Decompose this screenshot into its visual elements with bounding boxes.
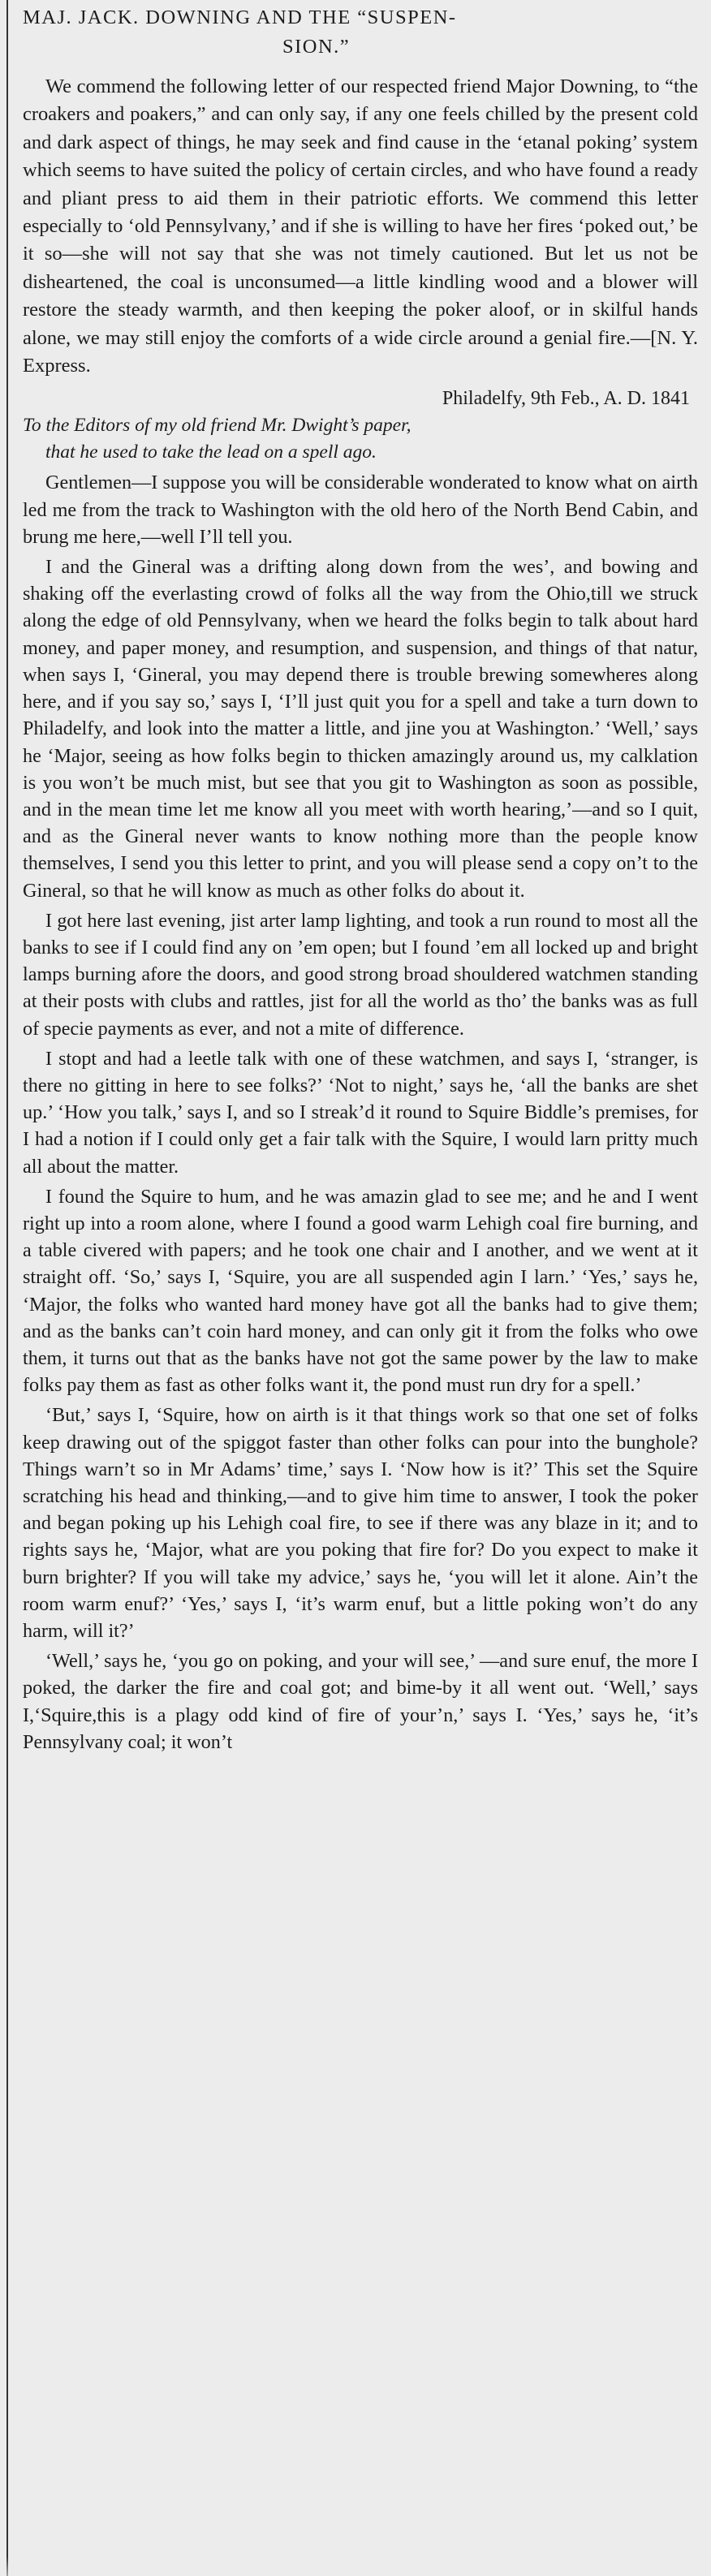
letter-paragraph-7: ‘Well,’ says he, ‘you go on poking, and your will see,’ —and sure enuf, the more I poked, the darker the fire and coal got; and bime-by it all went out. ‘Well,’ says I,‘Squire,this is a plagy odd kind of fire of your’n,’ says I. ‘Yes,’ says he, ‘it’s Pennsylvany coal; it won’t: [23, 1650, 698, 1753]
column-rule: [6, 0, 8, 2576]
headline: [23, 3, 698, 62]
salutation: [23, 412, 698, 466]
intro-paragraph: We commend the following letter of our respected friend Major Downing, to “the croakers and poakers,” and can only say, if any one feels chilled by the present cold and dark aspect of things, he may seek and find cause in the ‘etanal poking’ system which seems to have suited the policy of certain circles, and who have found a ready and pliant press to aid them in their patriotic efforts. We commend this letter especially to ‘old Pennsylvany,’ and if she is willing to have her fires ‘poked out,’ be it so—she will not say that she was not timely cautioned. But let us not be disheartened, the coal is unconsumed—a little kindling wood and a blower will restore the steady warmth, and then keeping the poker aloof, or in skilful hands alone, we may still enjoy the comforts of a wide circle around a genial fire.—[N. Y. Express.: [23, 75, 698, 377]
letter-paragraph-1: Gentlemen—I suppose you will be considerable wonderated to know what on airth led me from the track to Washington with the old hero of the North Bend Cabin, and brung me here,—well I’ll tell you.: [23, 472, 698, 548]
salutation-line-2: that he used to take the lead on a spell ago.: [45, 442, 377, 463]
article: [23, 3, 698, 1755]
letter-paragraph-3: I got here last evening, jist arter lamp lighting, and took a run round to most all the banks to see if I could find any on ’em open; but I found ’em all locked up and bright lamps burning afore the doors, and good strong broad shouldered watchmen standing at their posts with clubs and rattles, jist for all the world as tho’ the banks was as full of specie payments as ever, and not a mite of difference.: [23, 909, 698, 1040]
letter-paragraph-5: I found the Squire to hum, and he was amazin glad to see me; and he and I went right up into a room alone, where I found a good warm Lehigh coal fire burning, and a table civered with papers; and he took one chair and I another, and we went at it straight off. ‘So,’ says I, ‘Squire, you are all suspended agin I larn.’ ‘Yes,’ says he, ‘Major, the folks who wanted hard money have got all the banks had to give them; and as the banks can’t coin hard money, and can only git it from the folks who owe them, it turns out that as the banks have not got the same power by the law to make folks pay them as fast as other folks want it, the pond must run dry for a spell.’: [23, 1185, 698, 1397]
letter-paragraph-2: I and the Gineral was a drifting along down from the wes’, and bowing and shaking off the everlasting crowd of folks all the way from the Ohio,till we struck along the edge of old Pennsylvany, when we heard the folks begin to talk about hard money, and paper money, and resumption, and suspension, and things of that natur, when says I, ‘Gineral, you may depend there is trouble brewing somewheres along here, and if you say so,’ says I, ‘I’ll just quit you for a spell and take a turn down to Philadelfy, and look into the matter a little, and jine you at Washington.’ ‘Well,’ says he ‘Major, seeing as how folks begin to thicken amazingly around us, my calklation is you won’t be much mist, but see that you git to Washington as soon as possible, and in the mean time let me know all you meet with worth hearing,’—and so I quit, and as the Gineral never wants to know nothing more than the people know themselves, I send you this letter to print, and you will please send a copy on’t to the Gineral, so that he will know as much as other folks do about it.: [23, 556, 698, 902]
letter-paragraph-6: ‘But,’ says I, ‘Squire, how on airth is it that things work so that one set of folks keep drawing out of the spiggot faster than other folks can pour into the bunghole? Things warn’t so in Mr Adams’ time,’ says I. ‘Now how is it?’ This set the Squire scratching his head and thinking,—and to give him time to answer, I took the poker and began poking up his Lehigh coal fire, to see if there was any blaze in it; and to rights says he, ‘Major, what are you poking that fire for? Do you expect to make it burn brighter? If you will take my advice,’ says he, ‘you will let it alone. Ain’t the room warm enuf?’ ‘Yes,’ says I, ‘it’s warm enuf, but a little poking won’t do any harm, will it?’: [23, 1404, 698, 1642]
page-bottom-edge: [0, 2557, 711, 2576]
dateline: Philadelfy, 9th Feb., A. D. 1841: [442, 388, 690, 410]
headline-line-1: MAJ. JACK. DOWNING AND THE “SUSPEN-: [23, 6, 457, 28]
headline-line-2: SION.”: [282, 36, 351, 58]
salutation-line-1: To the Editors of my old friend Mr. Dwight’s paper,: [23, 415, 412, 437]
letter-paragraph-4: I stopt and had a leetle talk with one of these watchmen, and says I, ‘stranger, is there no gitting in here to see folks?’ ‘Not to night,’ says he, ‘all the banks are shet up.’ ‘How you talk,’ says I, and so I streak’d it round to Squire Biddle’s premises, for I had a notion if I could only get a fair talk with the Squire, I would larn pritty much all about the matter.: [23, 1047, 698, 1178]
